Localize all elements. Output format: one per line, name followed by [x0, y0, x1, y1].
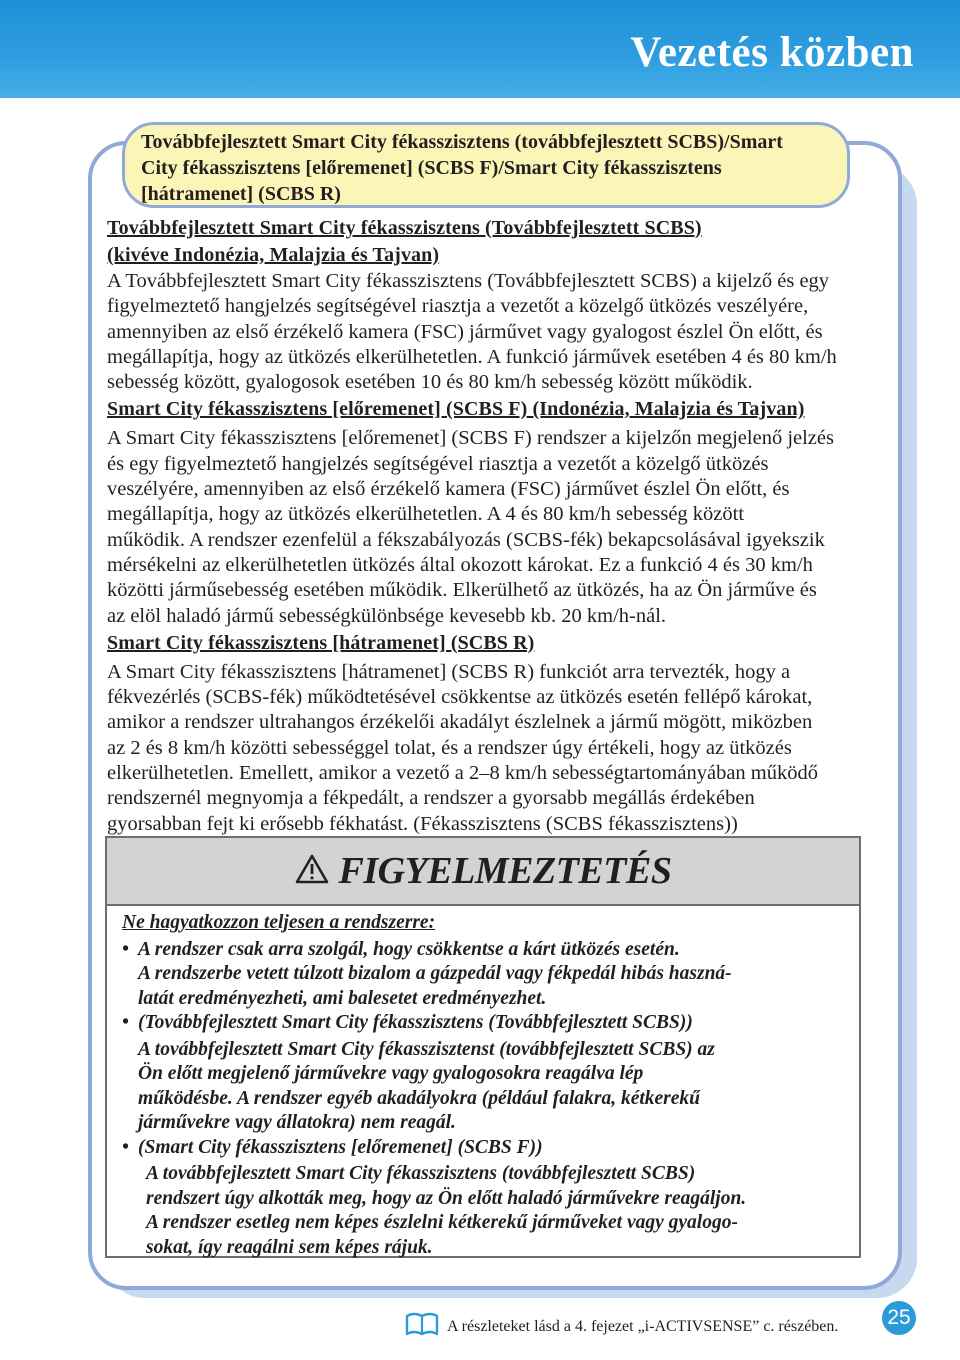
section-paragraph [107, 426, 877, 628]
section-title-box [122, 122, 850, 208]
paragraph-line: megállapítja, hogy az ütközés elkerülhetetlen. A 4 és 80 km/h sebesség között [107, 503, 745, 526]
page-header [0, 0, 960, 98]
footer-reference [405, 1312, 838, 1341]
page-number: 25 [882, 1301, 916, 1335]
paragraph-line: veszélyére, amennyiben az első érzékelő kamera (FSC) járművet észlel Ön előtt, és [107, 478, 790, 501]
bullet-line: rendszert úgy alkották meg, hogy az Ön előtt haladó járművekre reagáljon. [146, 1187, 747, 1209]
bullet-line: sokat, így reagálni sem képes rájuk. [146, 1236, 433, 1258]
paragraph-line: mérsékelni az elkerülhetetlen ütközés által okozott károkat. Ez a funkció 4 és 30 km/h [107, 553, 813, 576]
paragraph-line: figyelmeztető hangjelzés segítségével riasztja a vezetőt a közelgő ütközés veszélyére, [107, 295, 809, 318]
warning-subheading: Ne hagyatkozzon teljesen a rendszerre: [122, 912, 436, 933]
paragraph-line: működik. A rendszer ezenfelül a fékszabályozás (SCBS-fék) bekapcsolásával igyekszik [107, 528, 825, 551]
bullet-line: járművekre vagy állatokra) nem reagál. [138, 1112, 456, 1133]
section-heading: Továbbfejlesztett Smart City fékasszisztens (Továbbfejlesztett SCBS) [107, 217, 702, 239]
section-heading: Smart City fékasszisztens [előremenet] (SCBS F) (Indonézia, Malajzia és Tajvan) [107, 398, 805, 421]
paragraph-line: amennyiben az első érzékelő kamera (FSC) járművet vagy gyalogost észlel Ön előtt, és [107, 320, 823, 343]
page-header-title: Vezetés közben [630, 29, 914, 76]
section-paragraph [107, 660, 877, 837]
footer-text: A részleteket lásd a 4. fejezet „i-ACTIVSENSE” c. részében. [447, 1317, 839, 1335]
warning-bullet [122, 938, 859, 963]
paragraph-line: közötti járműsebesség esetében működik. Elkerülhető az ütközés, ha az Ön járműve és [107, 579, 817, 602]
warning-header [107, 838, 859, 906]
warning-bullet [122, 1136, 859, 1161]
warning-box [105, 836, 861, 1258]
bullet-line: A továbbfejlesztett Smart City fékasszisztens (továbbfejlesztett SCBS) [146, 1163, 696, 1184]
bullet-line: A rendszerbe vetett túlzott bizalom a gázpedál vagy fékpedál hibás haszná- [138, 963, 732, 984]
section-title-line: [hátramenet] (SCBS R) [141, 183, 341, 205]
paragraph-line: az elöl haladó jármű sebességkülönbsége kevesebb kb. 20 km/h-nál. [107, 604, 667, 627]
book-icon [405, 1312, 439, 1341]
bullet-mark: • [122, 1136, 129, 1158]
body-text [107, 215, 877, 837]
paragraph-line: amikor a rendszer ultrahangos érzékelői akadályt észlelnek a jármű mögött, miközben [107, 711, 813, 734]
paragraph-line: A Továbbfejlesztett Smart City fékasszisztens (Továbbfejlesztett SCBS) a kijelző és egy [107, 270, 830, 292]
bullet-line: működésbe. A rendszer egyéb akadályokra (például falakra, kétkerekű [138, 1087, 701, 1109]
warning-body [107, 906, 859, 1260]
paragraph-line: rendszernél megnyomja a fékpedált, a rendszer a gyorsabb megállás érdekében [107, 787, 755, 810]
paragraph-line: gyorsabban fejt ki erősebb fékhatást. (Fékasszisztens (SCBS fékasszisztens)) [107, 812, 738, 835]
section-paragraph [107, 269, 877, 395]
bullet-mark: • [122, 938, 129, 960]
warning-triangle-icon [295, 854, 329, 889]
paragraph-line: az 2 és 8 km/h közötti sebességgel tolat, és a rendszer úgy értékeli, hogy az ütközés [107, 736, 792, 759]
bullet-line: Ön előtt megjelenő járművekre vagy gyalogosokra reagálva lép [138, 1063, 644, 1084]
bullet-first-line: (Továbbfejlesztett Smart City fékasszisztens (Továbbfejlesztett SCBS)) [138, 1012, 693, 1033]
warning-bullet [122, 1011, 859, 1036]
paragraph-line: fékvezérlés (SCBS-fék) működtetésével csökkentse az ütközés esetén fellépő károkat, [107, 686, 813, 709]
section-title-line: Továbbfejlesztett Smart City fékasszisztens (továbbfejlesztett SCBS)/Smart [141, 131, 783, 153]
paragraph-line: sebesség között, gyalogosok esetében 10 és 80 km/h sebesség között működik. [107, 371, 753, 394]
paragraph-line: A Smart City fékasszisztens [hátramenet] (SCBS R) funkciót arra tervezték, hogy a [107, 660, 791, 683]
paragraph-line: és egy figyelmeztető hangjelzés segítségével riasztja a vezetőt a közelgő ütközés [107, 452, 769, 475]
section-heading: Smart City fékasszisztens [hátramenet] (SCBS R) [107, 631, 535, 654]
bullet-mark: • [122, 1012, 129, 1033]
paragraph-line: megállapítja, hogy az ütközés elkerülhetetlen. A funkció járművek esetében 4 és 80 km/h [107, 345, 837, 368]
bullet-line: A rendszer esetleg nem képes észlelni kétkerekű járműveket vagy gyalogo- [146, 1212, 738, 1233]
warning-title: FIGYELMEZTETÉS [338, 850, 672, 892]
bullet-first-line: A rendszer csak arra szolgál, hogy csökkentse a kárt ütközés esetén. [138, 938, 680, 960]
section-heading: (kivéve Indonézia, Malajzia és Tajvan) [107, 244, 440, 266]
bullet-line: A továbbfejlesztett Smart City fékasszisztenst (továbbfejlesztett SCBS) az [138, 1038, 715, 1060]
bullet-line: latát eredményezheti, ami balesetet eredményezhet. [138, 987, 547, 1009]
section-title-line: City fékasszisztens [előremenet] (SCBS F)/Smart City fékasszisztens [141, 157, 722, 179]
paragraph-line: A Smart City fékasszisztens [előremenet] (SCBS F) rendszer a kijelzőn megjelenő jelzés [107, 427, 834, 450]
paragraph-line: elkerülhetetlen. Emellett, amikor a vezető a 2–8 km/h sebességtartományában működő [107, 762, 819, 785]
bullet-first-line: (Smart City fékasszisztens [előremenet] (SCBS F)) [138, 1136, 543, 1158]
